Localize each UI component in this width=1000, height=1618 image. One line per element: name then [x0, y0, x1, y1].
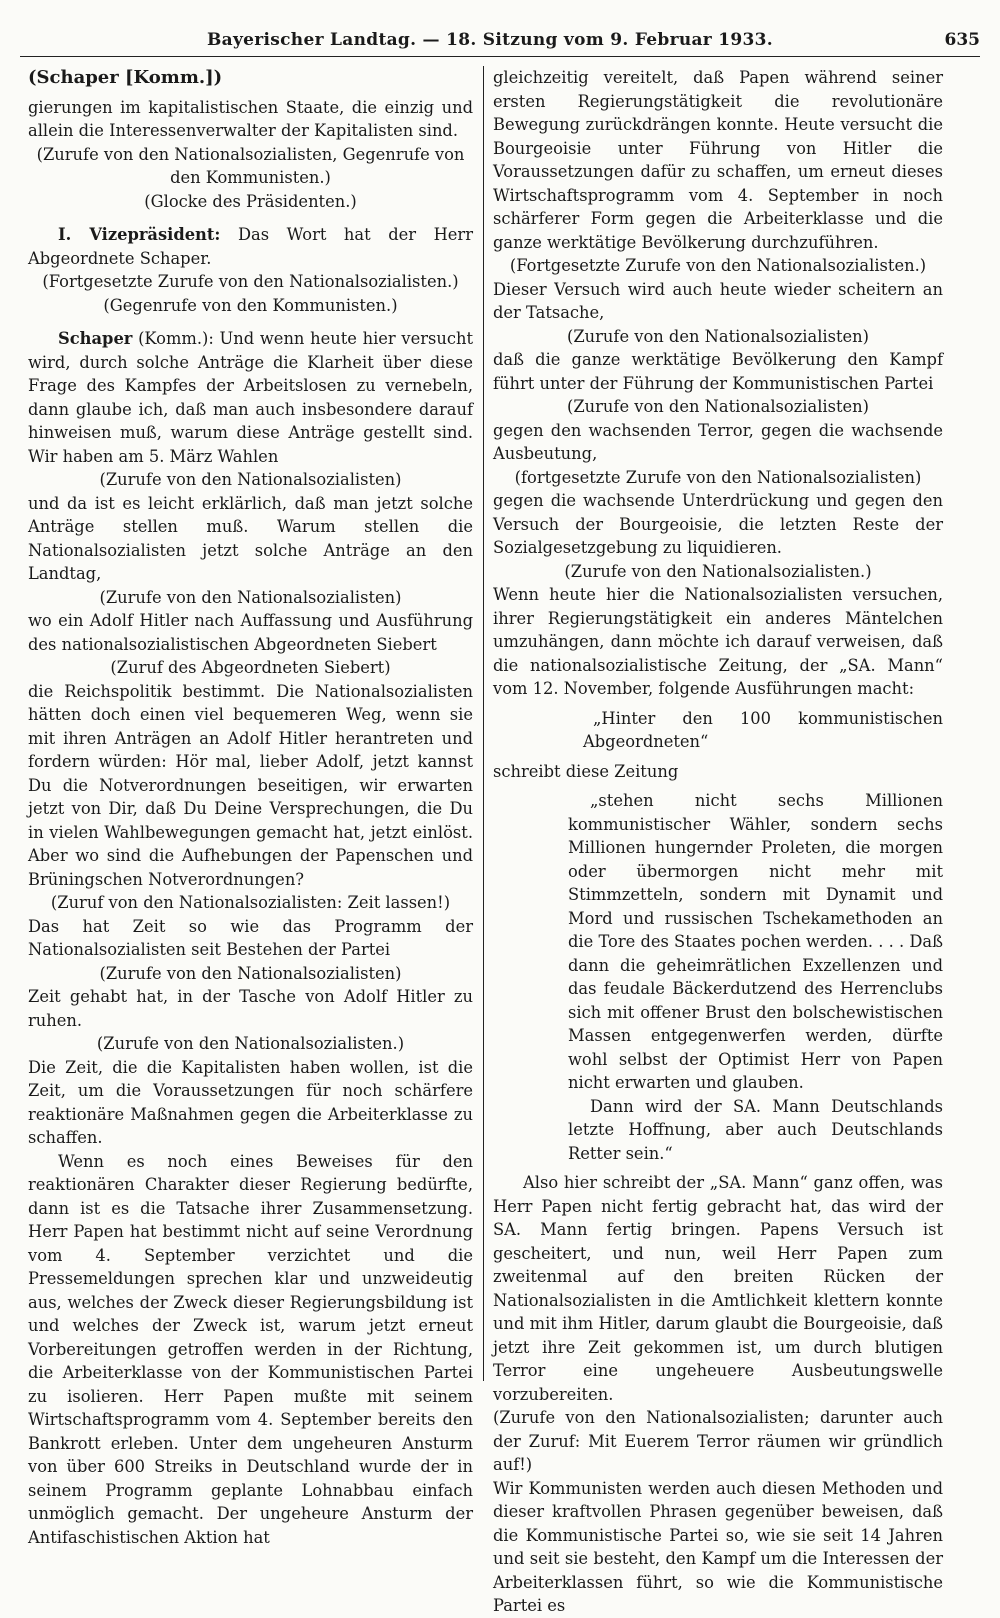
paragraph: und da ist es leicht erklärlich, daß man jetzt solche Anträge stellen muß. Warum stellen die Nationalsozialisten jetzt solche Anträge an den Landtag,	[28, 493, 473, 583]
interjection: (Zurufe von den Nationalsozialisten.)	[96, 1034, 405, 1053]
speaker-continuation-heading	[28, 66, 473, 90]
quotation: „Hinter den 100 kommunistischen Abgeordneten“	[583, 708, 943, 751]
page-header	[20, 30, 980, 57]
paragraph: Also hier schreibt der „SA. Mann“ ganz offen, was Herr Papen nicht fertig gebracht hat, das wird der SA. Mann fertig bringen. Papens Versuch ist gescheitert, und nun, weil Herr Papen zum zweitenmal auf den breiten Rücken der Nationalsozialisten in die Amtlichkeit klettern konnte und mit ihm Hitler, darum glaubt die Bourgeoisie, daß jetzt ihre Zeit gekommen ist, um durch blutigen Terror eine ungeheuere Ausbeutungswelle vorzubereiten.	[493, 1173, 943, 1404]
quotation: „stehen nicht sechs Millionen kommunistischer Wähler, sondern sechs Millionen hungernder Proleten, die morgen oder übermorgen nicht mehr mit Stimmzetteln, sondern mit Dynamit und Mord und russischen Tschekamethoden an die Tore des Staates pochen werden. . . . Daß dann die geheimrätlichen Exzellenzen und das feudale Bäckerdutzend des Herrenclubs sich mit offener Brust den bolschewistischen Massen entgegenwerfen werden, dürfte wohl selbst der Optimist Herr von Papen nicht erwarten und glauben.	[568, 791, 943, 1092]
paragraph: Das hat Zeit so wie das Programm der Nationalsozialisten seit Bestehen der Partei	[28, 916, 473, 959]
page-number: 635	[944, 30, 980, 50]
interjection: (Fortgesetzte Zurufe von den Nationalsozialisten.)	[509, 256, 927, 275]
paragraph: Dieser Versuch wird auch heute wieder scheitern an der Tatsache,	[493, 279, 943, 322]
paragraph: Die Zeit, die die Kapitalisten haben wollen, ist die Zeit, um die Voraussetzungen für noch schärfere reaktionäre Maßnahmen gegen die Arbeiterklasse zu schaffen.	[28, 1057, 473, 1147]
paragraph: gleichzeitig vereitelt, daß Papen während seiner ersten Regierungstätigkeit die revolutionäre Bewegung zurückdrängen konnte. Heute versucht die Bourgeoisie unter Führung von Hitler die Voraussetzungen dafür zu schaffen, um erneut dieses Wirtschaftsprogramm vom 4. September in noch schärferer Form gegen die Arbeiterklasse und die ganze werktätige Bevölkerung durchzuführen.	[493, 68, 943, 252]
paragraph: Wenn heute hier die Nationalsozialisten versuchen, ihrer Regierungstätigkeit ein anderes Mäntelchen umzuhängen, dann möchte ich darauf verweisen, daß die nationalsozialistische Zeitung, der „SA. Mann“ vom 12. November, folgende Ausführungen macht:	[493, 585, 943, 698]
paragraph: gegen die wachsende Unterdrückung und gegen den Versuch der Bourgeoisie, die letzten Reste der Sozialgesetzgebung zu liquidieren.	[493, 491, 943, 557]
speaker-text: (Komm.): Und wenn heute hier versucht wird, durch solche Anträge die Klarheit über diese Frage des Kampfes der Arbeitslosen zu vernebeln, dann glaube ich, daß man auch insbesondere darauf hinweisen muß, warum diese Anträge gestellt sind. Wir haben am 5. März Wahlen	[28, 329, 473, 466]
paragraph: Zeit gehabt hat, in der Tasche von Adolf Hitler zu ruhen.	[28, 987, 473, 1030]
speaker-label: Schaper	[58, 329, 133, 348]
interjection: (Zurufe von den Nationalsozialisten)	[567, 326, 869, 346]
column-divider	[483, 66, 484, 1381]
interjection: (Zuruf des Abgeordneten Siebert)	[110, 658, 391, 677]
interjection: (Zurufe von den Nationalsozialisten)	[99, 963, 402, 983]
interjection: (Zurufe von den Nationalsozialisten.)	[564, 561, 872, 581]
interjection: (fortgesetzte Zurufe von den Nationalsozialisten)	[514, 467, 922, 487]
interjection: (Gegenrufe von den Kommunisten.)	[103, 295, 398, 315]
speaker-party: [Komm.])	[118, 67, 223, 88]
interjection: (Zuruf von den Nationalsozialisten: Zeit lassen!)	[50, 893, 451, 912]
speaker-paragraph	[28, 327, 473, 468]
quotation: Dann wird der SA. Mann Deutschlands letzte Hoffnung, aber auch Deutschlands Retter sein.“	[568, 1096, 943, 1163]
interjection: (Zurufe von den Nationalsozialisten, Gegenrufe von den Kommunisten.)	[36, 144, 465, 187]
paragraph: daß die ganze werktätige Bevölkerung den Kampf führt unter der Führung der Kommunistischen Partei	[493, 350, 943, 393]
running-head: Bayerischer Landtag. — 18. Sitzung vom 9. Februar 1933.	[206, 30, 774, 50]
interjection: (Glocke des Präsidenten.)	[144, 191, 357, 211]
interjection: (Zurufe von den Nationalsozialisten)	[567, 397, 869, 416]
speaker-paragraph	[28, 223, 473, 270]
paragraph: wo ein Adolf Hitler nach Auffassung und Ausführung des nationalsozialistischen Abgeordneten Siebert	[28, 611, 473, 654]
paragraph: Wenn es noch eines Beweises für den reaktionären Charakter dieser Regierung bedürfte, dann ist es die Tatsache ihrer Zusammensetzung. Herr Papen hat bestimmt nicht auf seine Verordnung vom 4. September verzichtet und die Pressemeldungen sprechen klar und unzweideutig aus, welches der Zweck dieser Regierungsbildung ist und welches der Zweck ist, warum jetzt erneut Vorbereitungen getroffen werden in der Richtung, die Arbeiterklasse von der Kommunistischen Partei zu isolieren. Herr Papen mußte mit seinem Wirtschaftsprogramm vom 4. September bereits den Bankrott erleben. Unter dem ungeheuren Ansturm von über 600 Streiks in Deutschland wurde der in seinem Programm geplante Lohnabbau einfach unmöglich gemacht. Der ungeheure Ansturm der Antifaschistischen Aktion hat	[28, 1151, 473, 1547]
speaker-text: Das Wort hat der Herr Abgeordnete Schaper.	[28, 225, 473, 268]
right-column	[493, 66, 943, 1615]
speaker-name: (Schaper	[28, 67, 119, 88]
paragraph: gegen den wachsenden Terror, gegen die wachsende Ausbeutung,	[493, 420, 943, 463]
interjection: (Zurufe von den Nationalsozialisten)	[99, 587, 402, 607]
interjection: (Fortgesetzte Zurufe von den Nationalsozialisten.)	[42, 272, 459, 291]
interjection: (Zurufe von den Nationalsozialisten)	[99, 470, 402, 489]
paragraph: schreibt diese Zeitung	[493, 761, 679, 781]
left-column	[28, 66, 473, 1547]
paragraph: gierungen im kapitalistischen Staate, die einzig und allein die Interessenverwalter der Kapitalisten sind.	[28, 97, 473, 140]
interjection: (Zurufe von den Nationalsozialisten; darunter auch der Zuruf: Mit Euerem Terror räumen wir gründlich auf!)	[493, 1408, 943, 1474]
paragraph: Wir Kommunisten werden auch diesen Methoden und dieser kraftvollen Phrasen gegenüber beweisen, daß die Kommunistische Partei so, wie sie seit 14 Jahren und seit sie besteht, den Kampf um die Interessen der Arbeiterklassen führt, so wie die Kommunistische Partei es	[493, 1478, 943, 1615]
speaker-label: I. Vizepräsident:	[58, 225, 221, 244]
paragraph: die Reichspolitik bestimmt. Die Nationalsozialisten hätten doch einen viel bequemeren Weg, wenn sie mit ihren Anträgen an Adolf Hitler herantreten und fordern würden: Hör mal, lieber Adolf, jetzt kannst Du die Notverordnungen beseitigen, wir erwarten jetzt von Dir, daß Du Deine Versprechungen, die Du in vielen Wahlbewegungen gemacht hat, jetzt einlöst. Aber wo sind die Aufhebungen der Papenschen und Brüningschen Notverordnungen?	[28, 681, 473, 889]
